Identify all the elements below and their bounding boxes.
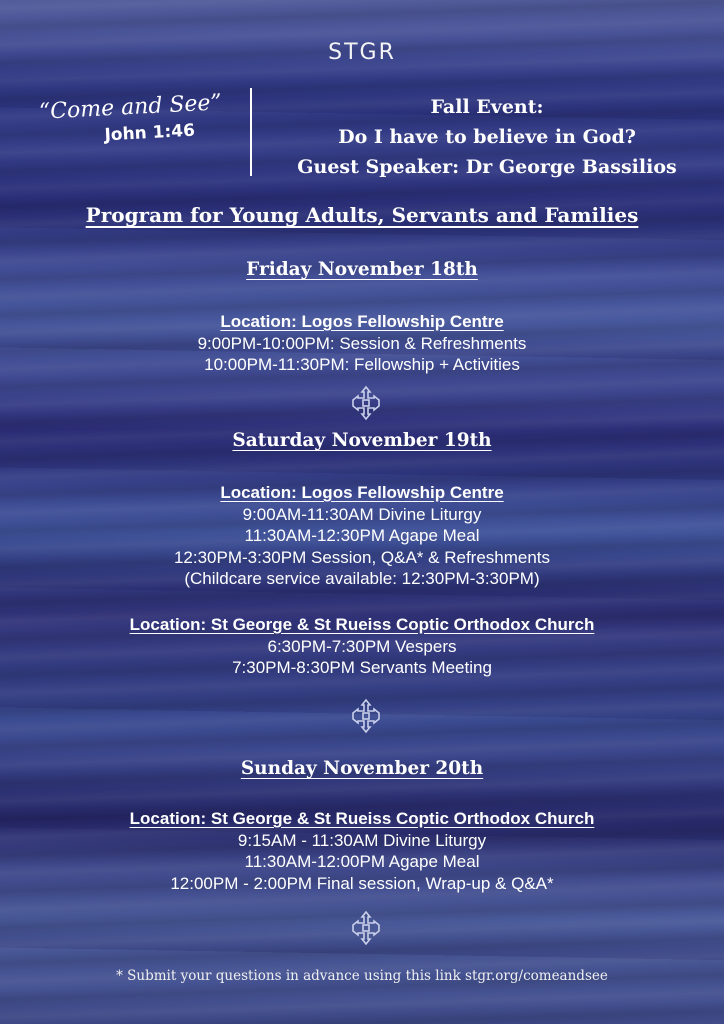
day-title-friday: Friday November 18th xyxy=(246,259,478,280)
location-label: Location: St George & St Rueiss Coptic Orthodox Church xyxy=(129,809,595,828)
schedule-item: 12:30PM-3:30PM Session, Q&A* & Refreshments xyxy=(173,547,551,567)
schedule-item: 9:00PM-10:00PM: Session & Refreshments xyxy=(197,333,527,353)
schedule-item: 12:00PM - 2:00PM Final session, Wrap-up & Q&A* xyxy=(170,873,554,893)
schedule-item: 10:00PM-11:30PM: Fellowship + Activities xyxy=(204,355,520,374)
schedule-item: 11:30AM-12:00PM Agape Meal xyxy=(244,852,480,871)
header-divider xyxy=(250,88,252,176)
day-title-saturday: Saturday November 19th xyxy=(232,430,492,451)
event-label: Fall Event: xyxy=(430,96,544,118)
location-label: Location: Logos Fellowship Centre xyxy=(220,312,504,331)
schedule-item: 9:00AM-11:30AM Divine Liturgy xyxy=(242,504,482,524)
org-name: STGR xyxy=(328,40,396,65)
day-title-sunday: Sunday November 20th xyxy=(240,758,484,779)
motto xyxy=(35,90,227,149)
schedule-block-sunday xyxy=(0,808,724,894)
coptic-cross-icon xyxy=(346,908,386,948)
schedule-item: 11:30AM-12:30PM Agape Meal xyxy=(244,526,480,545)
schedule-item: (Childcare service available: 12:30PM-3:30PM) xyxy=(184,569,540,588)
motto-reference: John 1:46 xyxy=(104,120,196,146)
schedule-item: 6:30PM-7:30PM Vespers xyxy=(267,636,457,656)
motto-quote: “Come and See” xyxy=(38,90,223,125)
event-topic: Do I have to believe in God? xyxy=(338,126,636,148)
program-title: Program for Young Adults, Servants and Families xyxy=(85,203,639,227)
schedule-item: 9:15AM - 11:30AM Divine Liturgy xyxy=(237,830,487,850)
footer-note: * Submit your questions in advance using this link stgr.org/comeandsee xyxy=(116,968,608,984)
coptic-cross-icon xyxy=(346,383,386,423)
schedule-block-saturday-2 xyxy=(0,614,724,679)
schedule-block-saturday-1 xyxy=(0,482,724,590)
location-label: Location: Logos Fellowship Centre xyxy=(220,483,504,502)
location-label: Location: St George & St Rueiss Coptic Orthodox Church xyxy=(129,615,595,634)
coptic-cross-icon xyxy=(346,696,386,736)
schedule-block-friday xyxy=(0,311,724,376)
event-heading xyxy=(262,92,712,182)
schedule-item: 7:30PM-8:30PM Servants Meeting xyxy=(232,658,492,677)
guest-speaker: Guest Speaker: Dr George Bassilios xyxy=(297,156,677,178)
